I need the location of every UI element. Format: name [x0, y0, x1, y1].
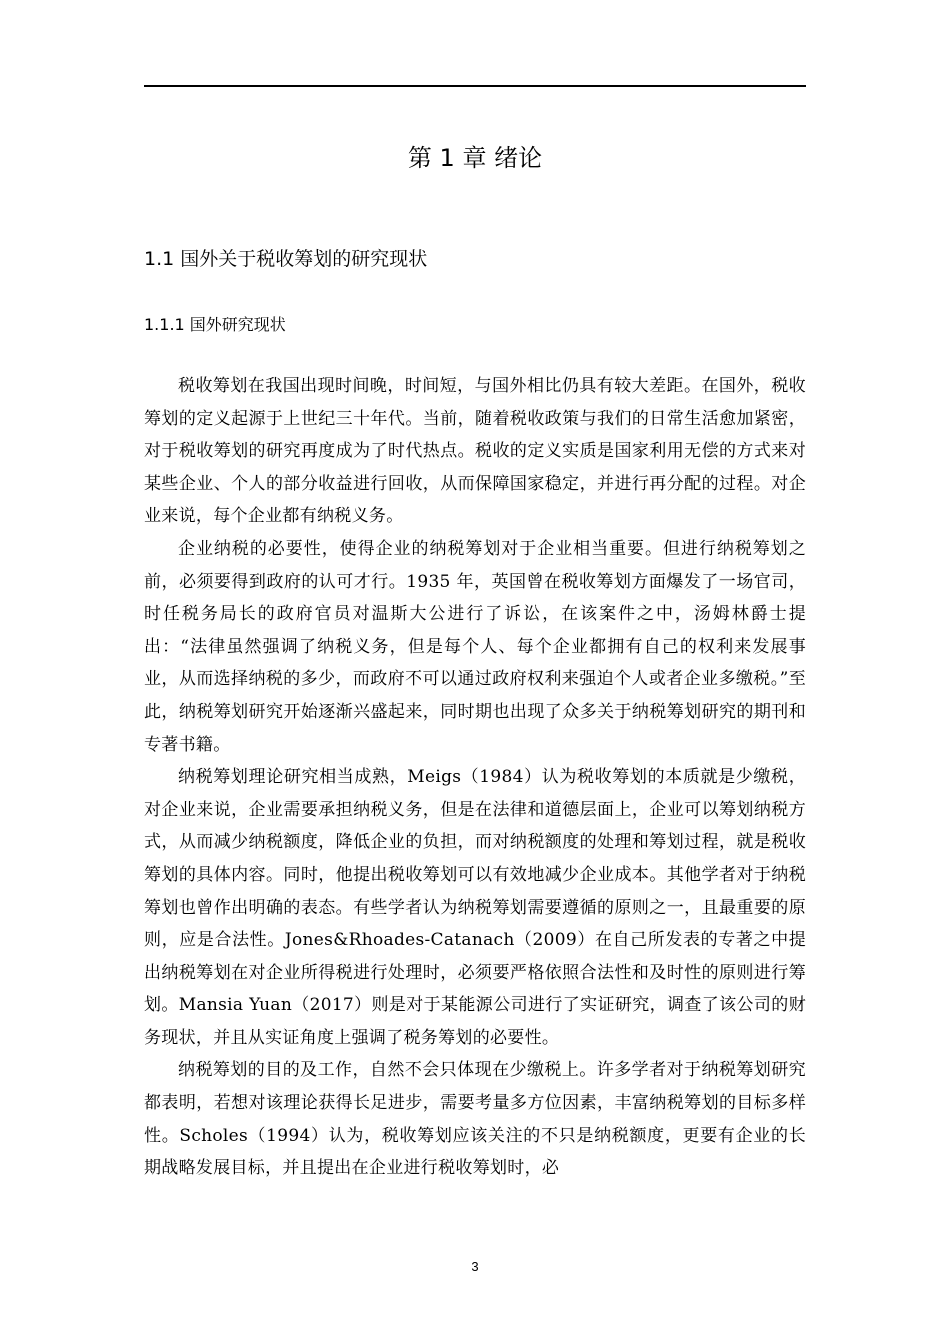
- body-text: [144, 370, 806, 1185]
- header-rule: [144, 85, 806, 87]
- paragraph-4: 纳税筹划的目的及工作，自然不会只体现在少缴税上。许多学者对于纳税筹划研究都表明，若想对该理论获得长足进步，需要考量多方位因素，丰富纳税筹划的目标多样性。Scholes（1994）认为，税收筹划应该关注的不只是纳税额度，更要有企业的长期战略发展目标，并且提出在企业进行税收筹划时，必: [144, 1060, 806, 1179]
- subsection-heading: 1.1.1 国外研究现状: [144, 315, 286, 334]
- paragraph-2: 企业纳税的必要性，使得企业的纳税筹划对于企业相当重要。但进行纳税筹划之前，必须要得到政府的认可才行。1935 年，英国曾在税收筹划方面爆发了一场官司，时任税务局长的政府官员对温斯大公进行了诉讼，在该案件之中，汤姆林爵士提出：“法律虽然强调了纳税义务，但是每个人、每个企业都拥有自己的权利来发展事业，从而选择纳税的多少，而政府不可以通过政府权利来强迫个人或者企业多缴税。”至此，纳税筹划研究开始逐渐兴盛起来，同时期也出现了众多关于纳税筹划研究的期刊和专著书籍。: [144, 538, 806, 755]
- paragraph-3: 纳税筹划理论研究相当成熟，Meigs（1984）认为税收筹划的本质就是少缴税，对企业来说，企业需要承担纳税义务，但是在法律和道德层面上，企业可以筹划纳税方式，从而减少纳税额度，降低企业的负担，而对纳税额度的处理和筹划过程，就是税收筹划的具体内容。同时，他提出税收筹划可以有效地减少企业成本。其他学者对于纳税筹划也曾作出明确的表态。有些学者认为纳税筹划需要遵循的原则之一，且最重要的原则，应是合法性。Jones&Rhoades-Catanach（2009）在自己所发表的专著之中提出纳税筹划在对企业所得税进行处理时，必须要严格依照合法性和及时性的原则进行筹划。Mansia Yuan（2017）则是对于某能源公司进行了实证研究，调查了该公司的财务现状，并且从实证角度上强调了税务筹划的必要性。: [144, 767, 806, 1048]
- page-number: 3: [471, 1259, 479, 1274]
- chapter-title: 第 1 章 绪论: [407, 144, 543, 172]
- paragraph-1: 税收筹划在我国出现时间晚，时间短，与国外相比仍具有较大差距。在国外，税收筹划的定义起源于上世纪三十年代。当前，随着税收政策与我们的日常生活愈加紧密，对于税收筹划的研究再度成为了时代热点。税收的定义实质是国家利用无偿的方式来对某些企业、个人的部分收益进行回收，从而保障国家稳定，并进行再分配的过程。对企业来说，每个企业都有纳税义务。: [144, 376, 806, 527]
- section-heading: 1.1 国外关于税收筹划的研究现状: [144, 248, 428, 270]
